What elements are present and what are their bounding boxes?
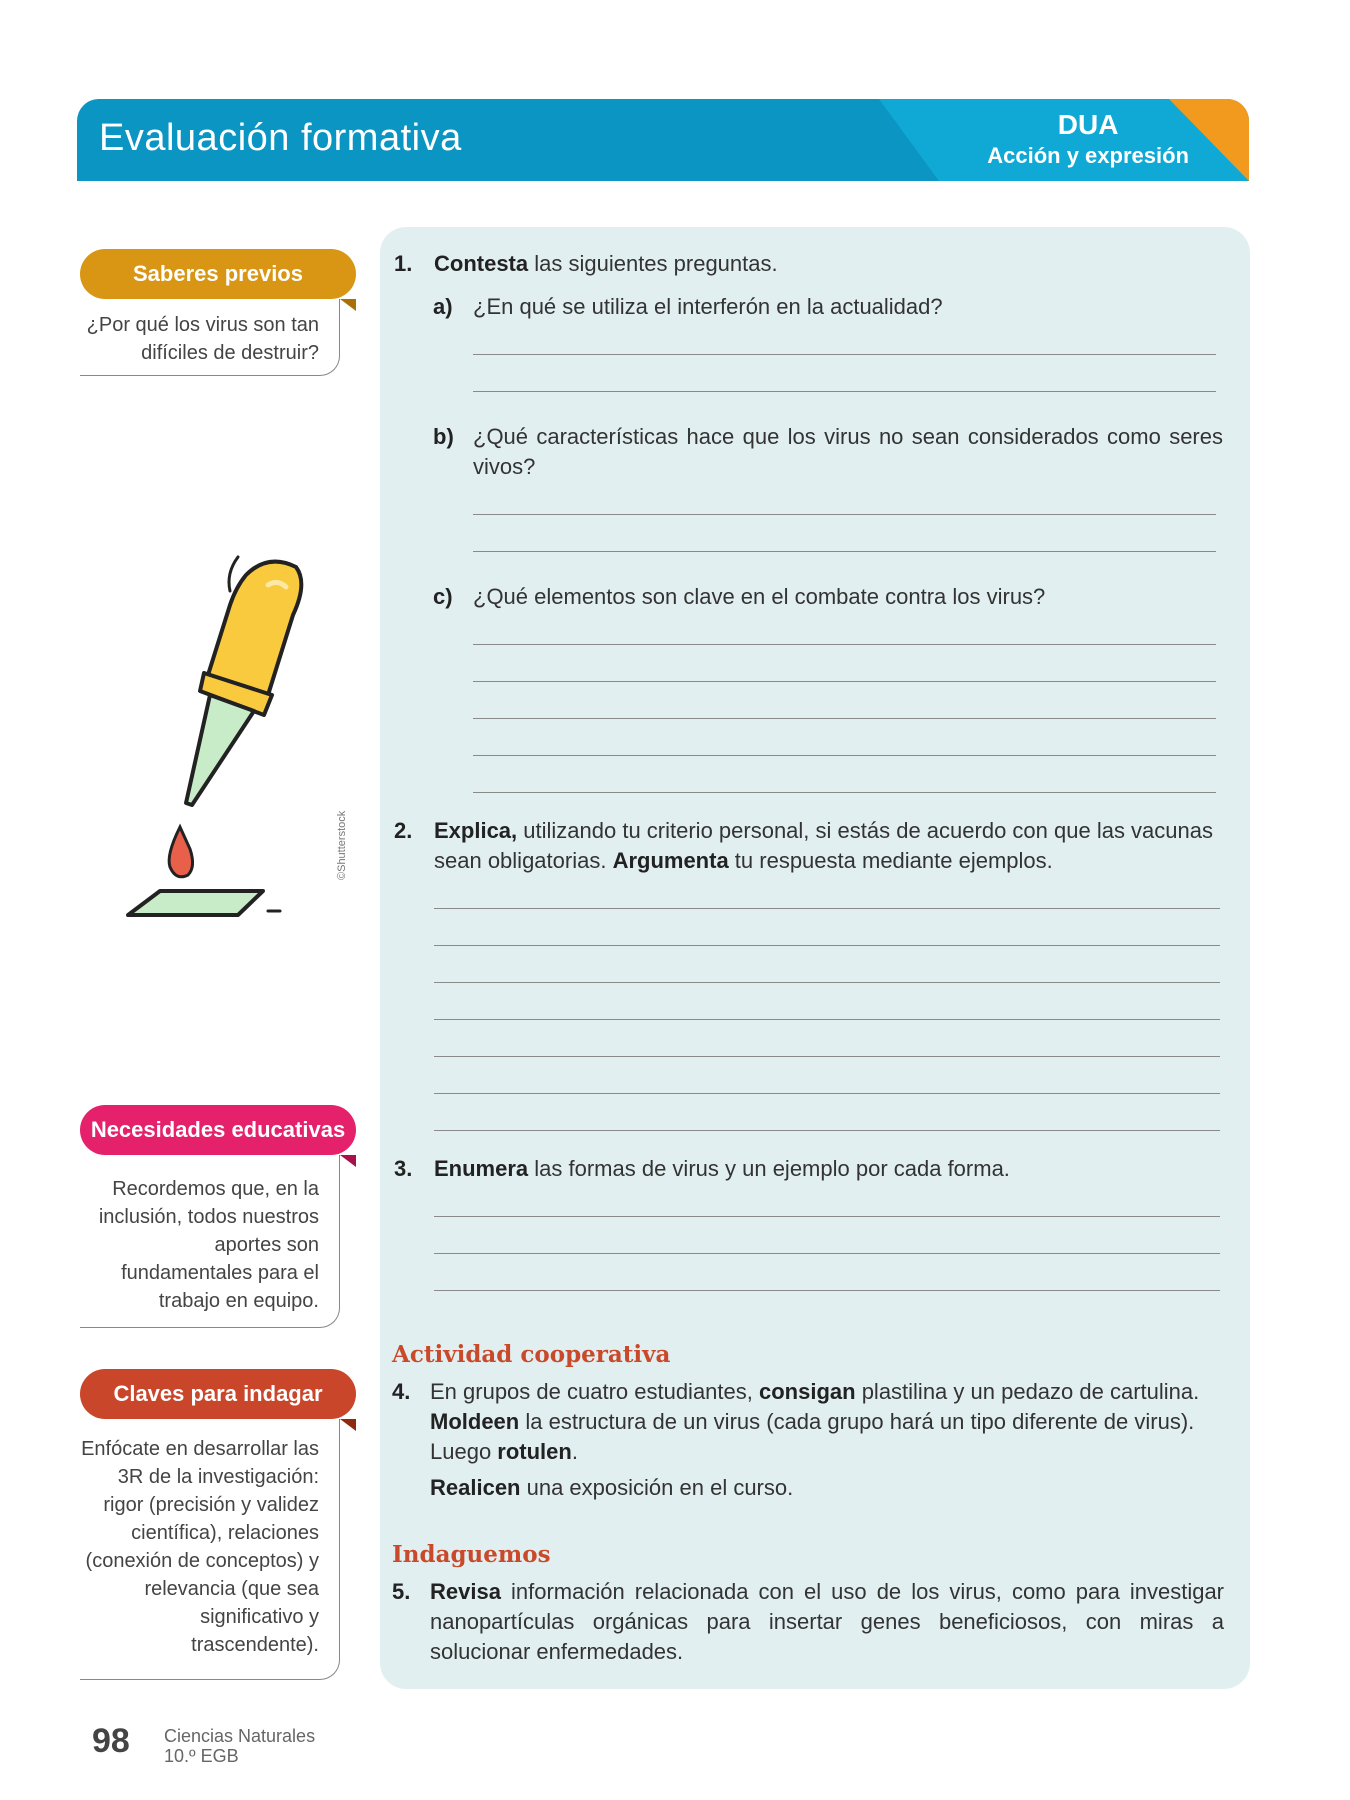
q1a-text: ¿En qué se utiliza el interferón en la actualidad?	[473, 294, 943, 319]
answer-line[interactable]	[434, 1019, 1220, 1020]
activity-5-verb: Revisa	[430, 1579, 501, 1604]
answer-line[interactable]	[434, 1056, 1220, 1057]
question-number: 4.	[392, 1379, 411, 1404]
question-number: 2.	[394, 818, 413, 843]
q1c-text: ¿Qué elementos son clave en el combate contra los virus?	[473, 584, 1046, 609]
q2-verb: Explica,	[434, 818, 518, 843]
necesidades-box	[80, 1105, 356, 1328]
activity-4-text: En grupos de cuatro estudiantes,	[430, 1379, 759, 1404]
necesidades-header	[80, 1105, 356, 1155]
q1c-label: c)	[433, 584, 453, 609]
answer-line[interactable]	[473, 354, 1216, 355]
activity-4-verb: consigan	[759, 1379, 856, 1404]
activity-4-verb: Realicen	[430, 1475, 521, 1500]
footer-grade: 10.º EGB	[164, 1746, 239, 1766]
q2-verb-2: Argumenta	[612, 848, 729, 873]
q1b-label: b)	[433, 424, 454, 449]
q3-verb: Enumera	[434, 1156, 529, 1181]
q2-text-2: tu respuesta mediante ejemplos.	[728, 848, 1053, 873]
answer-line[interactable]	[473, 644, 1216, 645]
claves-text: Enfócate en desarrollar las 3R de la investigación: rigor (precisión y validez científica), relaciones (conexión de conceptos) y relevancia (que sea significativo y trascendente).	[80, 1419, 340, 1680]
answer-line[interactable]	[434, 1130, 1220, 1131]
header-banner	[77, 99, 1249, 181]
q3-text: las formas de virus y un ejemplo por cada forma.	[528, 1156, 1010, 1181]
answer-line[interactable]	[473, 551, 1216, 552]
dua-title: DUA	[1057, 109, 1119, 140]
claves-title: Claves para indagar	[113, 1381, 323, 1406]
q1-verb: Contesta	[434, 251, 529, 276]
answer-line[interactable]	[434, 945, 1220, 946]
activity-5-text: información relacionada con el uso de los virus, como para investigar nanopartículas orgánicas para insertar genes beneficiosos, con miras a solucionar enfermedades.	[430, 1579, 1224, 1664]
activity-4-text: plastilina y un pedazo de cartulina.	[855, 1379, 1200, 1404]
q1-text: las siguientes preguntas.	[528, 251, 778, 276]
q1b-text: ¿Qué características hace que los virus no sean considerados como seres vivos?	[473, 424, 1223, 479]
q2-text-1: utilizando tu criterio personal, si estás de acuerdo con que las vacunas sean obligatorias.	[434, 818, 1214, 873]
answer-line[interactable]	[473, 792, 1216, 793]
claves-box	[80, 1369, 356, 1680]
page-title: Evaluación formativa	[99, 117, 462, 159]
dua-badge	[879, 99, 1249, 181]
dropper-icon	[118, 545, 318, 925]
answer-line[interactable]	[473, 718, 1216, 719]
necesidades-title: Necesidades educativas	[90, 1117, 346, 1142]
activity-4-text: la estructura de un virus (cada grupo hará un tipo diferente de virus). Luego	[430, 1409, 1195, 1464]
image-credit: ©Shutterstock	[336, 810, 348, 880]
answer-line[interactable]	[473, 391, 1216, 392]
answer-line[interactable]	[434, 1093, 1220, 1094]
saberes-previos-title: Saberes previos	[133, 261, 303, 286]
indaguemos-title: Indaguemos	[392, 1541, 551, 1568]
saberes-previos-box	[80, 249, 356, 376]
saberes-previos-header	[80, 249, 356, 299]
activity-4-paragraph	[430, 1377, 1224, 1467]
answer-line[interactable]	[434, 1216, 1220, 1217]
answer-line[interactable]	[473, 681, 1216, 682]
dua-subtitle: Acción y expresión	[987, 143, 1189, 168]
question-number: 5.	[392, 1579, 411, 1604]
footer-subject: Ciencias Naturales	[164, 1726, 316, 1746]
cooperativa-title: Actividad cooperativa	[392, 1341, 671, 1368]
necesidades-text: Recordemos que, en la inclusión, todos nuestros aportes son fundamentales para el trabajo en equipo.	[80, 1155, 340, 1328]
activity-4-text: una exposición en el curso.	[520, 1475, 794, 1500]
answer-line[interactable]	[434, 1253, 1220, 1254]
answer-line[interactable]	[434, 982, 1220, 983]
answer-line[interactable]	[473, 755, 1216, 756]
answer-line[interactable]	[434, 1290, 1220, 1291]
activity-4-verb: rotulen	[497, 1439, 572, 1464]
saberes-previos-text: ¿Por qué los virus son tan difíciles de destruir?	[80, 299, 340, 376]
answer-line[interactable]	[434, 908, 1220, 909]
activity-4-text: .	[571, 1439, 578, 1464]
activity-4-verb: Moldeen	[430, 1409, 520, 1434]
footer-book-info	[164, 1726, 315, 1766]
question-number: 3.	[394, 1156, 413, 1181]
q1a-label: a)	[433, 294, 453, 319]
page-number: 98	[92, 1722, 130, 1760]
question-number: 1.	[394, 251, 413, 276]
claves-header	[80, 1369, 356, 1419]
answer-line[interactable]	[473, 514, 1216, 515]
activity-4-paragraph-2	[430, 1473, 1224, 1503]
